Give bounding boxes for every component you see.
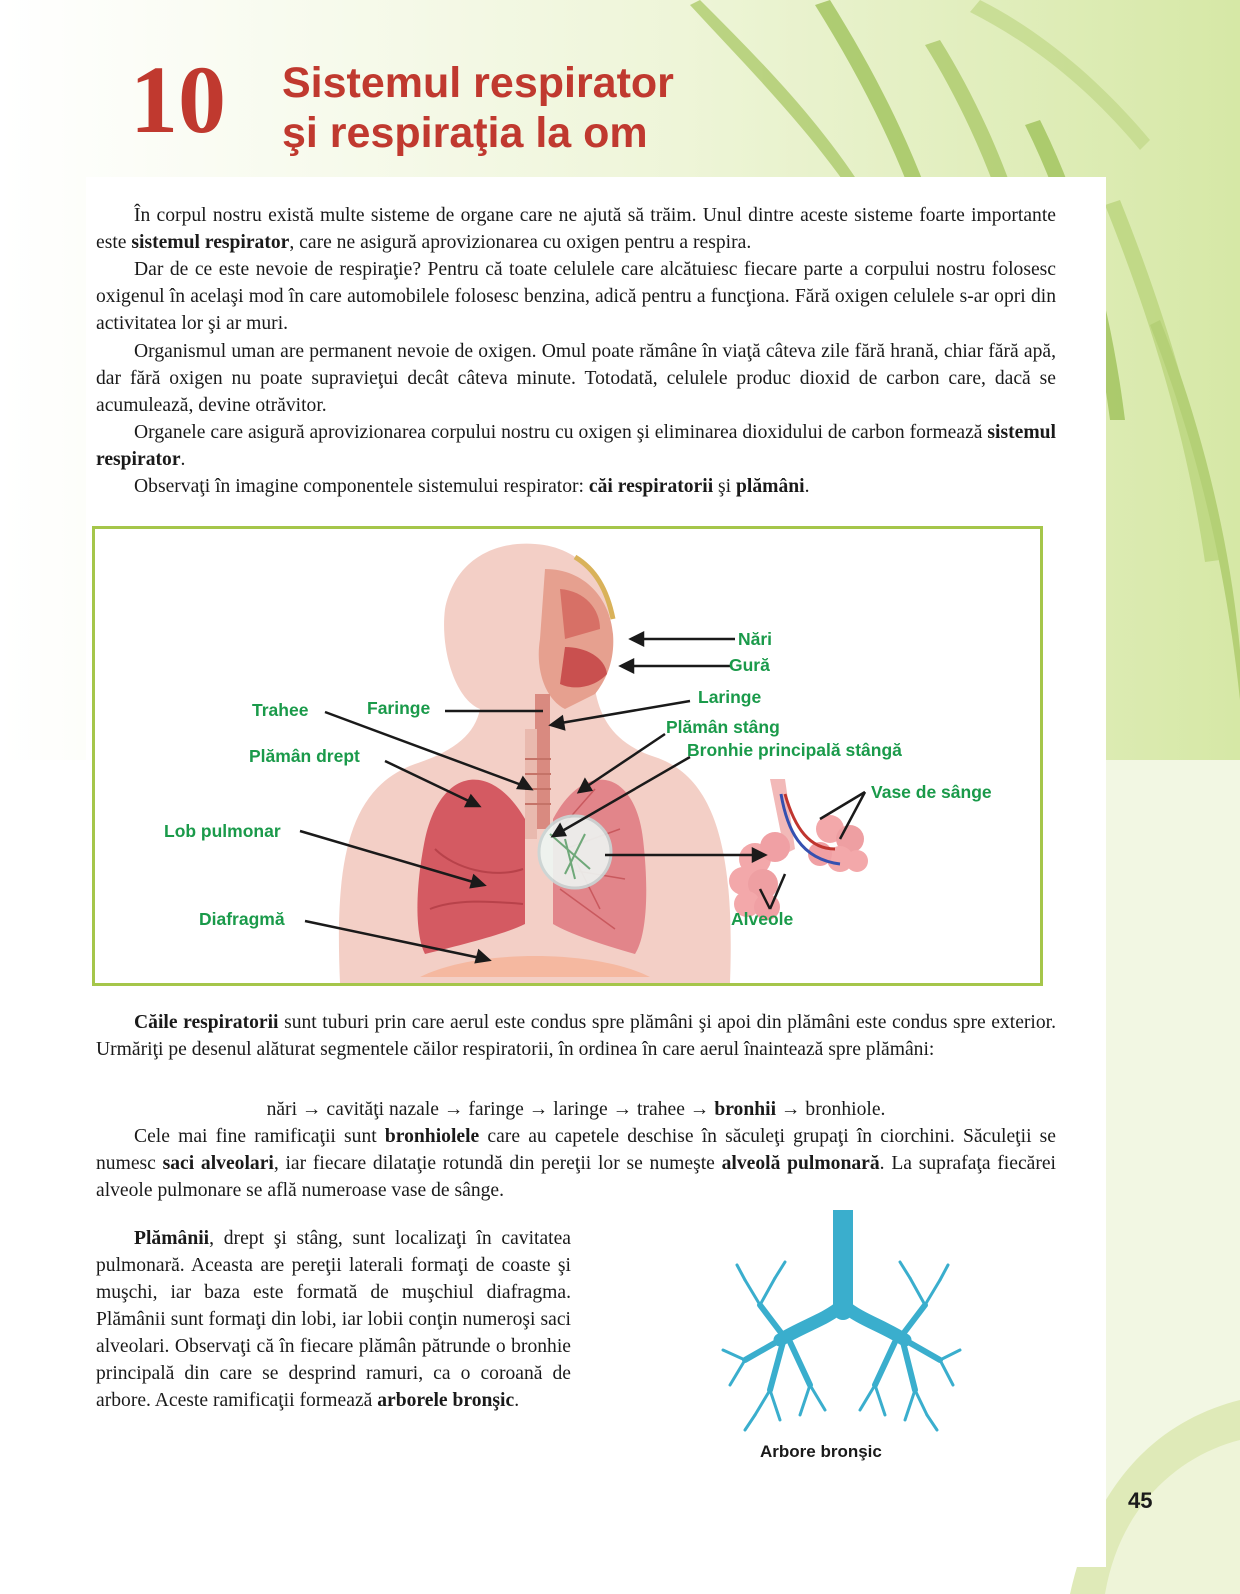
- label-plaman-stang: Plămân stâng: [666, 717, 780, 737]
- text-span: Organismul uman are permanent nevoie de oxigen. Omul poate rămâne în viaţă câteva zile fără hrană, chiar fără apă, dar fără oxigen nu poate supravieţui decât câteva minute. Totodată, celulele produc dioxid de carbon care, dacă se acumulează, devine otrăvitor.: [96, 341, 1056, 416]
- text-span: Cele mai fine ramificaţii sunt: [134, 1126, 385, 1147]
- label-lob-pulmonar: Lob pulmonar: [164, 821, 281, 841]
- alveoli-cluster: [729, 779, 868, 920]
- text-span: , care ne asigură aprovizionarea cu oxigen pentru a respira.: [289, 232, 752, 253]
- chapter-title: [282, 58, 674, 158]
- bold-term: bronhii: [714, 1099, 777, 1120]
- text-span: → bronhiole.: [776, 1099, 886, 1120]
- text-span: .: [514, 1390, 520, 1411]
- chapter-number: 10: [130, 46, 226, 153]
- bold-term: Căile respiratorii: [134, 1012, 279, 1033]
- paragraph-why-respiration: [96, 256, 1056, 337]
- bold-term: alveolă pulmonară: [721, 1153, 880, 1174]
- airway-sequence: [96, 1096, 1056, 1123]
- paragraph-organs: [96, 419, 1056, 473]
- text-span: .: [804, 476, 810, 497]
- text-span: .: [180, 449, 186, 470]
- chapter-title-line2: şi respiraţia la om: [282, 109, 648, 157]
- paragraph-bronchioles: [96, 1123, 1056, 1204]
- text-span: Observaţi în imagine componentele sistemului respirator:: [134, 476, 589, 497]
- text-span: care au capetele deschise în săculeţi grupaţi în ciorchini. Săculeţii se numesc: [96, 1126, 1057, 1174]
- label-diafragma: Diafragmă: [199, 909, 285, 929]
- bold-term: căi respiratorii: [588, 476, 714, 497]
- text-span: nări → cavităţi nazale → faringe → laringe → trahee →: [266, 1099, 715, 1120]
- label-faringe: Faringe: [367, 698, 431, 718]
- label-trahee: Trahee: [252, 700, 309, 720]
- label-vase-sange: Vase de sânge: [871, 782, 992, 802]
- text-span: . La suprafaţa fiecărei alveole pulmonare se află numeroase vase de sânge.: [96, 1153, 1057, 1201]
- respiratory-system-figure: [92, 526, 1043, 986]
- bold-term: sistemul respirator: [131, 232, 290, 253]
- bronchial-tree-illustration: [715, 1210, 965, 1440]
- paragraph-oxygen-need: [96, 338, 1056, 419]
- label-nari: Nări: [738, 629, 773, 649]
- label-gura: Gură: [729, 655, 770, 675]
- text-span: , iar fiecare dilataţie rotundă din pereţii lor se numeşte: [273, 1153, 722, 1174]
- text-span: , drept şi stâng, sunt localizaţi în cavitatea pulmonară. Aceasta are pereţii laterali formaţi de coaste şi muşchi, iar baza este formată de muşchiul diafragma. Plămânii sunt formaţi din lobi, iar lobii conţin numeroşi saci alveolari. Observaţi că în fiecare plămân pătrunde o bronhie principală din care se desprind ramuri, ca o coroană de arbore. Aceste ramificaţii formează: [96, 1228, 571, 1411]
- paragraph-intro: [96, 202, 1056, 256]
- chapter-title-line1: Sistemul respirator: [282, 59, 674, 107]
- label-laringe: Laringe: [698, 687, 762, 707]
- label-plaman-drept: Plămân drept: [249, 746, 360, 766]
- page-number: 45: [1128, 1488, 1153, 1513]
- bold-term: saci alveolari: [162, 1153, 274, 1174]
- label-alveole: Alveole: [731, 909, 794, 929]
- paragraph-observe: [96, 473, 1056, 500]
- bold-term: arborele bronşic: [377, 1390, 515, 1411]
- paragraph-airways: [96, 1009, 1056, 1063]
- text-span: şi: [713, 476, 737, 497]
- bold-term: Plămânii: [134, 1228, 210, 1249]
- bold-term: sistemul respirator: [96, 422, 1056, 470]
- text-span: În corpul nostru există multe sisteme de organe care ne ajută să trăim. Unul dintre aceste sisteme foarte importante este: [96, 205, 1056, 253]
- paragraph-lungs: [96, 1225, 571, 1414]
- text-span: Dar de ce este nevoie de respiraţie? Pentru că toate celulele care alcătuiesc fiecare parte a corpului nostru folosesc oxigenul în acelaşi mod în care automobilele folosesc benzina, adică pentru a funcţiona. Fără oxigen celulele s-ar opri din activitatea lor şi ar muri.: [96, 259, 1056, 334]
- text-span: sunt tuburi prin care aerul este condus spre plămâni şi apoi din plămâni este condus spre exterior. Urmăriţi pe desenul alăturat segmentele căilor respiratorii, în ordinea în care aerul înaintează spre plămâni:: [96, 1012, 1056, 1060]
- text-span: Organele care asigură aprovizionarea corpului nostru cu oxigen şi eliminarea dioxidului de carbon formează: [134, 422, 988, 443]
- label-bronhie-stanga: Bronhie principală stângă: [687, 740, 902, 760]
- bold-term: plămâni: [736, 476, 805, 497]
- bold-term: bronhiolele: [384, 1126, 480, 1147]
- bronchial-tree-caption: Arbore bronşic: [760, 1442, 882, 1461]
